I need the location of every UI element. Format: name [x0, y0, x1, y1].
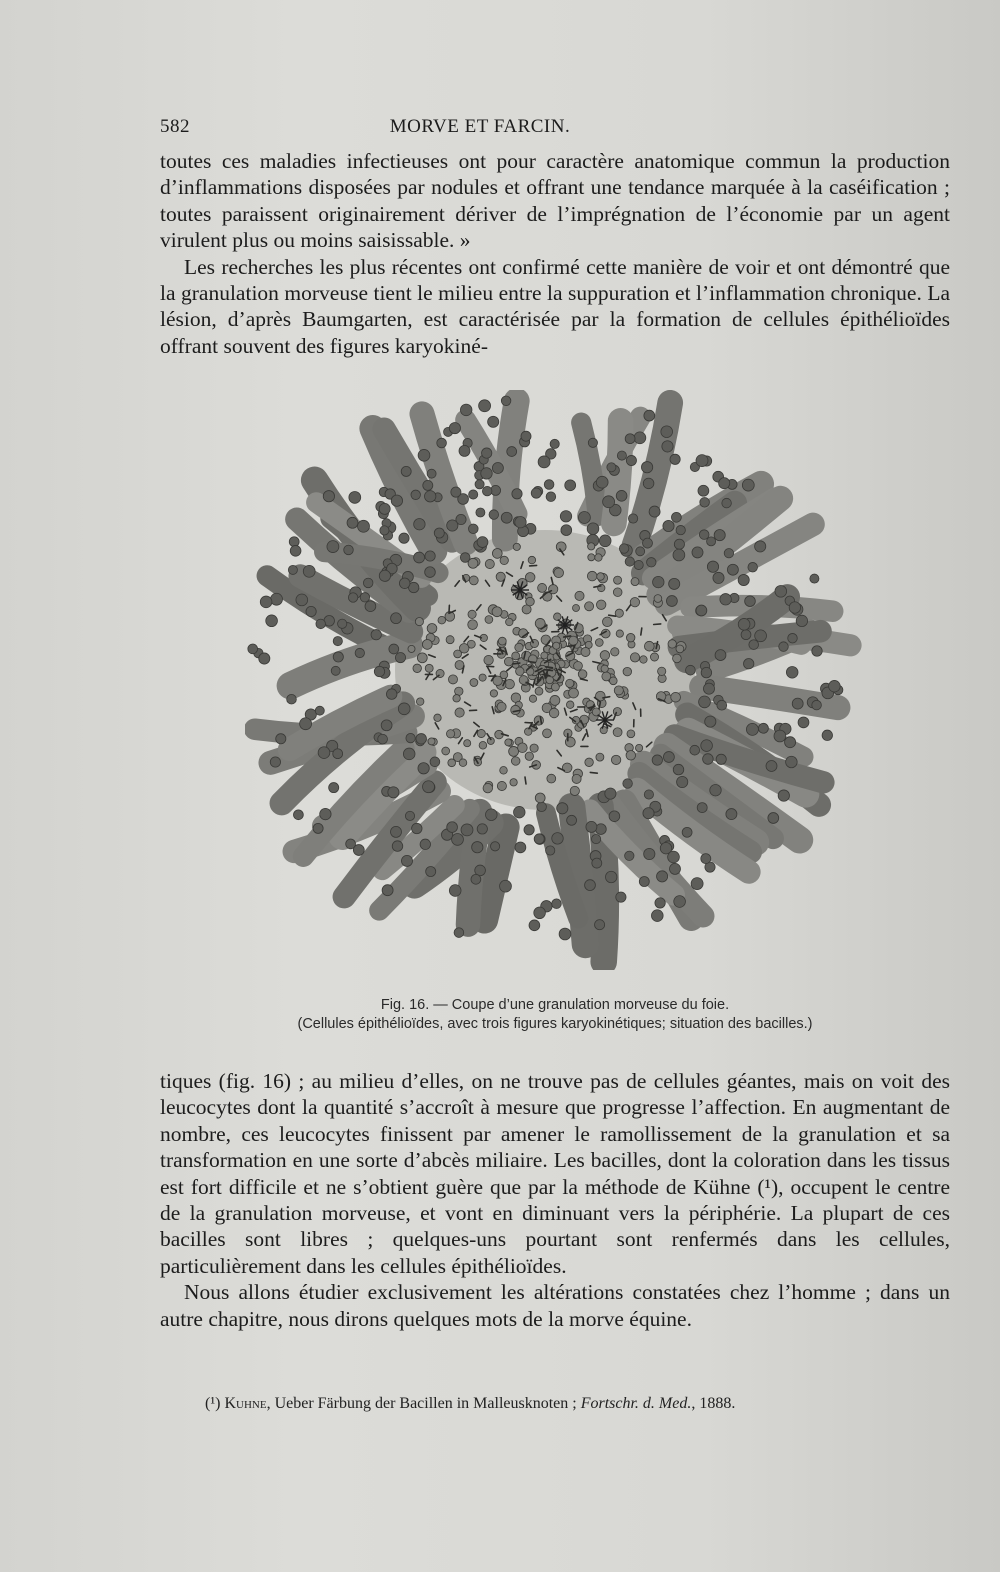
caption-legend: (Cellules épithélioïdes, avec trois figures karyokinétiques; situation des bacilles.)	[297, 1016, 813, 1032]
page-number: 582	[160, 116, 190, 137]
footnote-year: , 1888.	[691, 1395, 736, 1412]
paragraph: tiques (fig. 16) ; au milieu d’elles, on ne trouve pas de cellules géantes, mais on voit des leucocytes dont la quantité s’accroît à mesure que progresse l’affection. En augmentant de nombre, ces leucocytes finissent par amener le ramollissement de la granulation et sa transformation en une sorte d’abcès miliaire. Les bacilles, dont la coloration dans les tissus est fort difficile et ne s’obtient guère que par la méthode de Kühne (¹), occupent le centre de la granulation morveuse, et vont en diminuant vers la périphérie. La plupart de ces bacilles sont libres ; quelques-uns pourtant sont renfermés dans les cellules, particulièrement dans les cellules épithélioïdes.	[160, 1069, 950, 1278]
granulation-engraving	[245, 390, 865, 970]
footnote	[205, 1394, 925, 1414]
bottom-text-block	[160, 1068, 950, 1332]
footnote-title: , Ueber Färbung der Bacillen in Malleusknoten ;	[266, 1395, 581, 1412]
running-head	[160, 116, 950, 142]
top-text-block	[160, 148, 950, 359]
footnote-author: Kuhne	[224, 1395, 267, 1412]
paragraph: Nous allons étudier exclusivement les altérations constatées chez l’homme ; dans un autre chapitre, nous dirons quelques mots de la morve équine.	[160, 1280, 950, 1331]
footnote-marker: (¹)	[205, 1395, 221, 1412]
figure-caption	[160, 996, 950, 1034]
footnote-journal: Fortschr. d. Med.	[580, 1395, 692, 1412]
paragraph: toutes ces maladies infectieuses ont pour caractère anatomique commun la production d’inflammations disposées par nodules et offrant une tendance marquée à la caséification ; toutes paraissent originairement dériver de l’imprégnation de l’économie par un agent virulent plus ou moins saisissable. »	[160, 149, 950, 253]
paragraph: Les recherches les plus récentes ont confirmé cette manière de voir et ont démontré que la granulation morveuse tient le milieu entre la suppuration et l’inflammation chronique. La lésion, d’après Baumgarten, est caractérisée par la formation de cellules épithélioïdes offrant souvent des figures karyokiné-	[160, 254, 950, 358]
running-title: MORVE ET FARCIN.	[389, 116, 571, 137]
caption-title: Fig. 16. — Coupe d’une granulation morveuse du foie.	[380, 997, 730, 1013]
figure-illustration	[245, 390, 865, 970]
